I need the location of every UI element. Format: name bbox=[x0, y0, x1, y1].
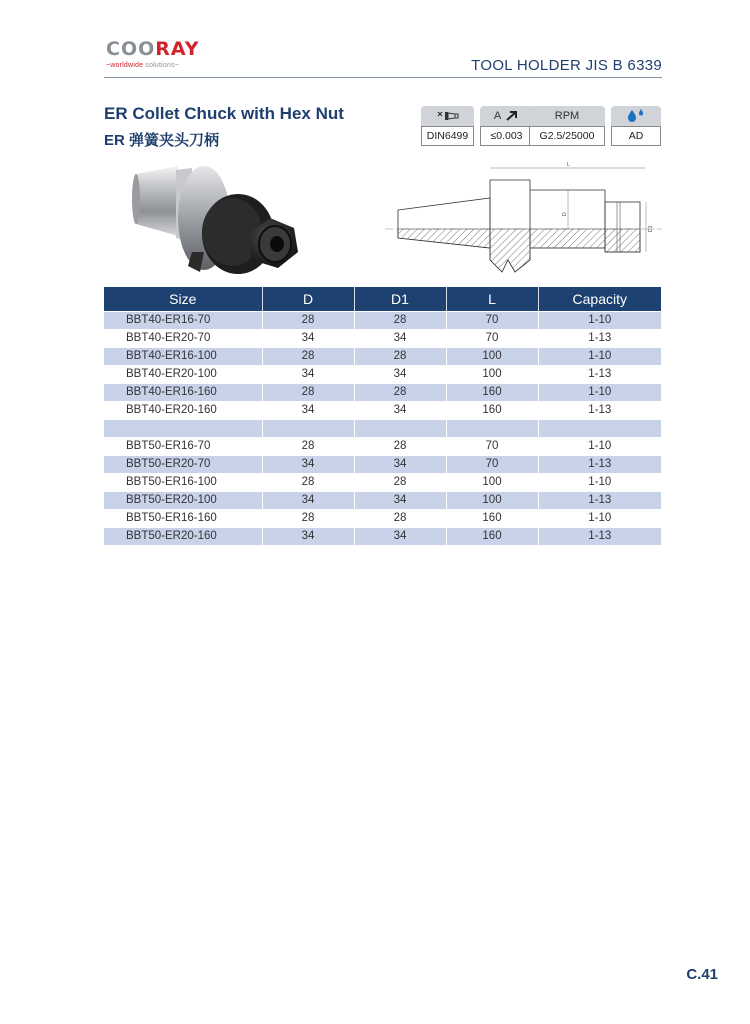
cell-capacity: 1-10 bbox=[538, 384, 661, 402]
spec-coolant-value: AD bbox=[611, 126, 661, 146]
cell-d1: 34 bbox=[354, 528, 446, 546]
cell-d: 34 bbox=[262, 528, 354, 546]
cell-d: 34 bbox=[262, 402, 354, 420]
cell-d1: 28 bbox=[354, 384, 446, 402]
cell-l: 70 bbox=[446, 438, 538, 456]
product-photo bbox=[128, 160, 310, 278]
table-row-spacer bbox=[104, 420, 661, 438]
cell-size: BBT40-ER16-160 bbox=[104, 384, 262, 402]
cell-l: 160 bbox=[446, 402, 538, 420]
spec-balancing-value: DIN6499 bbox=[421, 126, 474, 146]
cell-l: 160 bbox=[446, 528, 538, 546]
table-row bbox=[104, 402, 661, 420]
coolant-drops-icon bbox=[611, 106, 661, 126]
table-row bbox=[104, 438, 661, 456]
table-header-row bbox=[104, 287, 661, 312]
cell-size: BBT50-ER16-70 bbox=[104, 438, 262, 456]
cell-size: BBT50-ER20-160 bbox=[104, 528, 262, 546]
cell-d1: 28 bbox=[354, 438, 446, 456]
cell-d1 bbox=[354, 420, 446, 438]
table-row bbox=[104, 348, 661, 366]
cell-l: 100 bbox=[446, 492, 538, 510]
cell-d bbox=[262, 420, 354, 438]
cell-l: 100 bbox=[446, 366, 538, 384]
cell-d1: 34 bbox=[354, 366, 446, 384]
product-title-chinese: ER 弹簧夹头刀柄 bbox=[104, 132, 220, 149]
cell-capacity: 1-13 bbox=[538, 528, 661, 546]
spec-balancing bbox=[421, 106, 474, 146]
cell-capacity: 1-13 bbox=[538, 492, 661, 510]
balancing-icon bbox=[421, 106, 474, 126]
table-row bbox=[104, 474, 661, 492]
cell-size: BBT50-ER16-100 bbox=[104, 474, 262, 492]
page-number: C.41 bbox=[686, 966, 718, 983]
cell-capacity: 1-13 bbox=[538, 366, 661, 384]
spec-runout-label: A bbox=[493, 110, 502, 122]
cell-d1: 28 bbox=[354, 312, 446, 330]
size-table bbox=[104, 287, 661, 545]
cell-size: BBT50-ER20-100 bbox=[104, 492, 262, 510]
table-row bbox=[104, 528, 661, 546]
logo-tagline: ~worldwide solutions~ bbox=[106, 62, 180, 69]
cell-size: BBT40-ER20-160 bbox=[104, 402, 262, 420]
table-row bbox=[104, 510, 661, 528]
column-header-d: D bbox=[262, 287, 354, 312]
cell-capacity: 1-10 bbox=[538, 474, 661, 492]
product-title-english: ER Collet Chuck with Hex Nut bbox=[104, 104, 344, 123]
spec-runout-value: ≤0.003 bbox=[480, 126, 533, 146]
table-row bbox=[104, 366, 661, 384]
cell-d: 34 bbox=[262, 492, 354, 510]
cell-d1: 28 bbox=[354, 474, 446, 492]
cell-l: 160 bbox=[446, 384, 538, 402]
spec-runout bbox=[480, 106, 533, 146]
cell-size bbox=[104, 420, 262, 438]
cell-d: 34 bbox=[262, 456, 354, 474]
cell-d: 34 bbox=[262, 330, 354, 348]
cell-d: 28 bbox=[262, 510, 354, 528]
cell-d: 34 bbox=[262, 366, 354, 384]
header-divider bbox=[104, 77, 662, 78]
table-row bbox=[104, 312, 661, 330]
cell-capacity: 1-10 bbox=[538, 438, 661, 456]
cell-capacity: 1-10 bbox=[538, 348, 661, 366]
cell-l: 100 bbox=[446, 348, 538, 366]
cell-d1: 34 bbox=[354, 492, 446, 510]
cell-size: BBT50-ER20-70 bbox=[104, 456, 262, 474]
table-row bbox=[104, 456, 661, 474]
technical-drawing bbox=[380, 160, 665, 280]
cell-d1: 34 bbox=[354, 330, 446, 348]
column-header-l: L bbox=[446, 287, 538, 312]
company-logo bbox=[106, 40, 216, 74]
cell-d: 28 bbox=[262, 384, 354, 402]
catalog-title: TOOL HOLDER JIS B 6339 bbox=[471, 57, 662, 74]
cell-capacity: 1-10 bbox=[538, 510, 661, 528]
cell-size: BBT40-ER16-70 bbox=[104, 312, 262, 330]
cell-l: 100 bbox=[446, 474, 538, 492]
cell-l: 70 bbox=[446, 330, 538, 348]
cell-d1: 34 bbox=[354, 456, 446, 474]
logo-wordmark: COORAY bbox=[106, 38, 200, 60]
cell-d: 28 bbox=[262, 348, 354, 366]
table-row bbox=[104, 330, 661, 348]
spec-coolant bbox=[611, 106, 661, 146]
cell-size: BBT40-ER20-70 bbox=[104, 330, 262, 348]
spec-rpm bbox=[529, 106, 605, 146]
cell-l bbox=[446, 420, 538, 438]
table-row bbox=[104, 492, 661, 510]
spec-rpm-value: G2.5/25000 bbox=[529, 126, 605, 146]
drawing-label-l: L bbox=[567, 162, 570, 168]
cell-capacity: 1-13 bbox=[538, 456, 661, 474]
cell-capacity: 1-13 bbox=[538, 402, 661, 420]
cell-size: BBT40-ER16-100 bbox=[104, 348, 262, 366]
spec-badges bbox=[421, 106, 661, 146]
cell-l: 70 bbox=[446, 312, 538, 330]
cell-capacity bbox=[538, 420, 661, 438]
cell-d1: 28 bbox=[354, 348, 446, 366]
cell-l: 70 bbox=[446, 456, 538, 474]
cell-d: 28 bbox=[262, 474, 354, 492]
cell-capacity: 1-10 bbox=[538, 312, 661, 330]
table-row bbox=[104, 384, 661, 402]
drawing-label-d: D bbox=[562, 212, 568, 216]
cell-d: 28 bbox=[262, 312, 354, 330]
cell-l: 160 bbox=[446, 510, 538, 528]
cell-size: BBT40-ER20-100 bbox=[104, 366, 262, 384]
cell-size: BBT50-ER16-160 bbox=[104, 510, 262, 528]
column-header-d1: D1 bbox=[354, 287, 446, 312]
arrow-up-right-icon bbox=[505, 110, 519, 122]
cell-capacity: 1-13 bbox=[538, 330, 661, 348]
drawing-label-d1: D1 bbox=[648, 225, 654, 232]
cell-d1: 34 bbox=[354, 402, 446, 420]
spec-rpm-label: RPM bbox=[529, 106, 605, 126]
cell-d1: 28 bbox=[354, 510, 446, 528]
cell-d: 28 bbox=[262, 438, 354, 456]
column-header-capacity: Capacity bbox=[538, 287, 661, 312]
column-header-size: Size bbox=[104, 287, 262, 312]
